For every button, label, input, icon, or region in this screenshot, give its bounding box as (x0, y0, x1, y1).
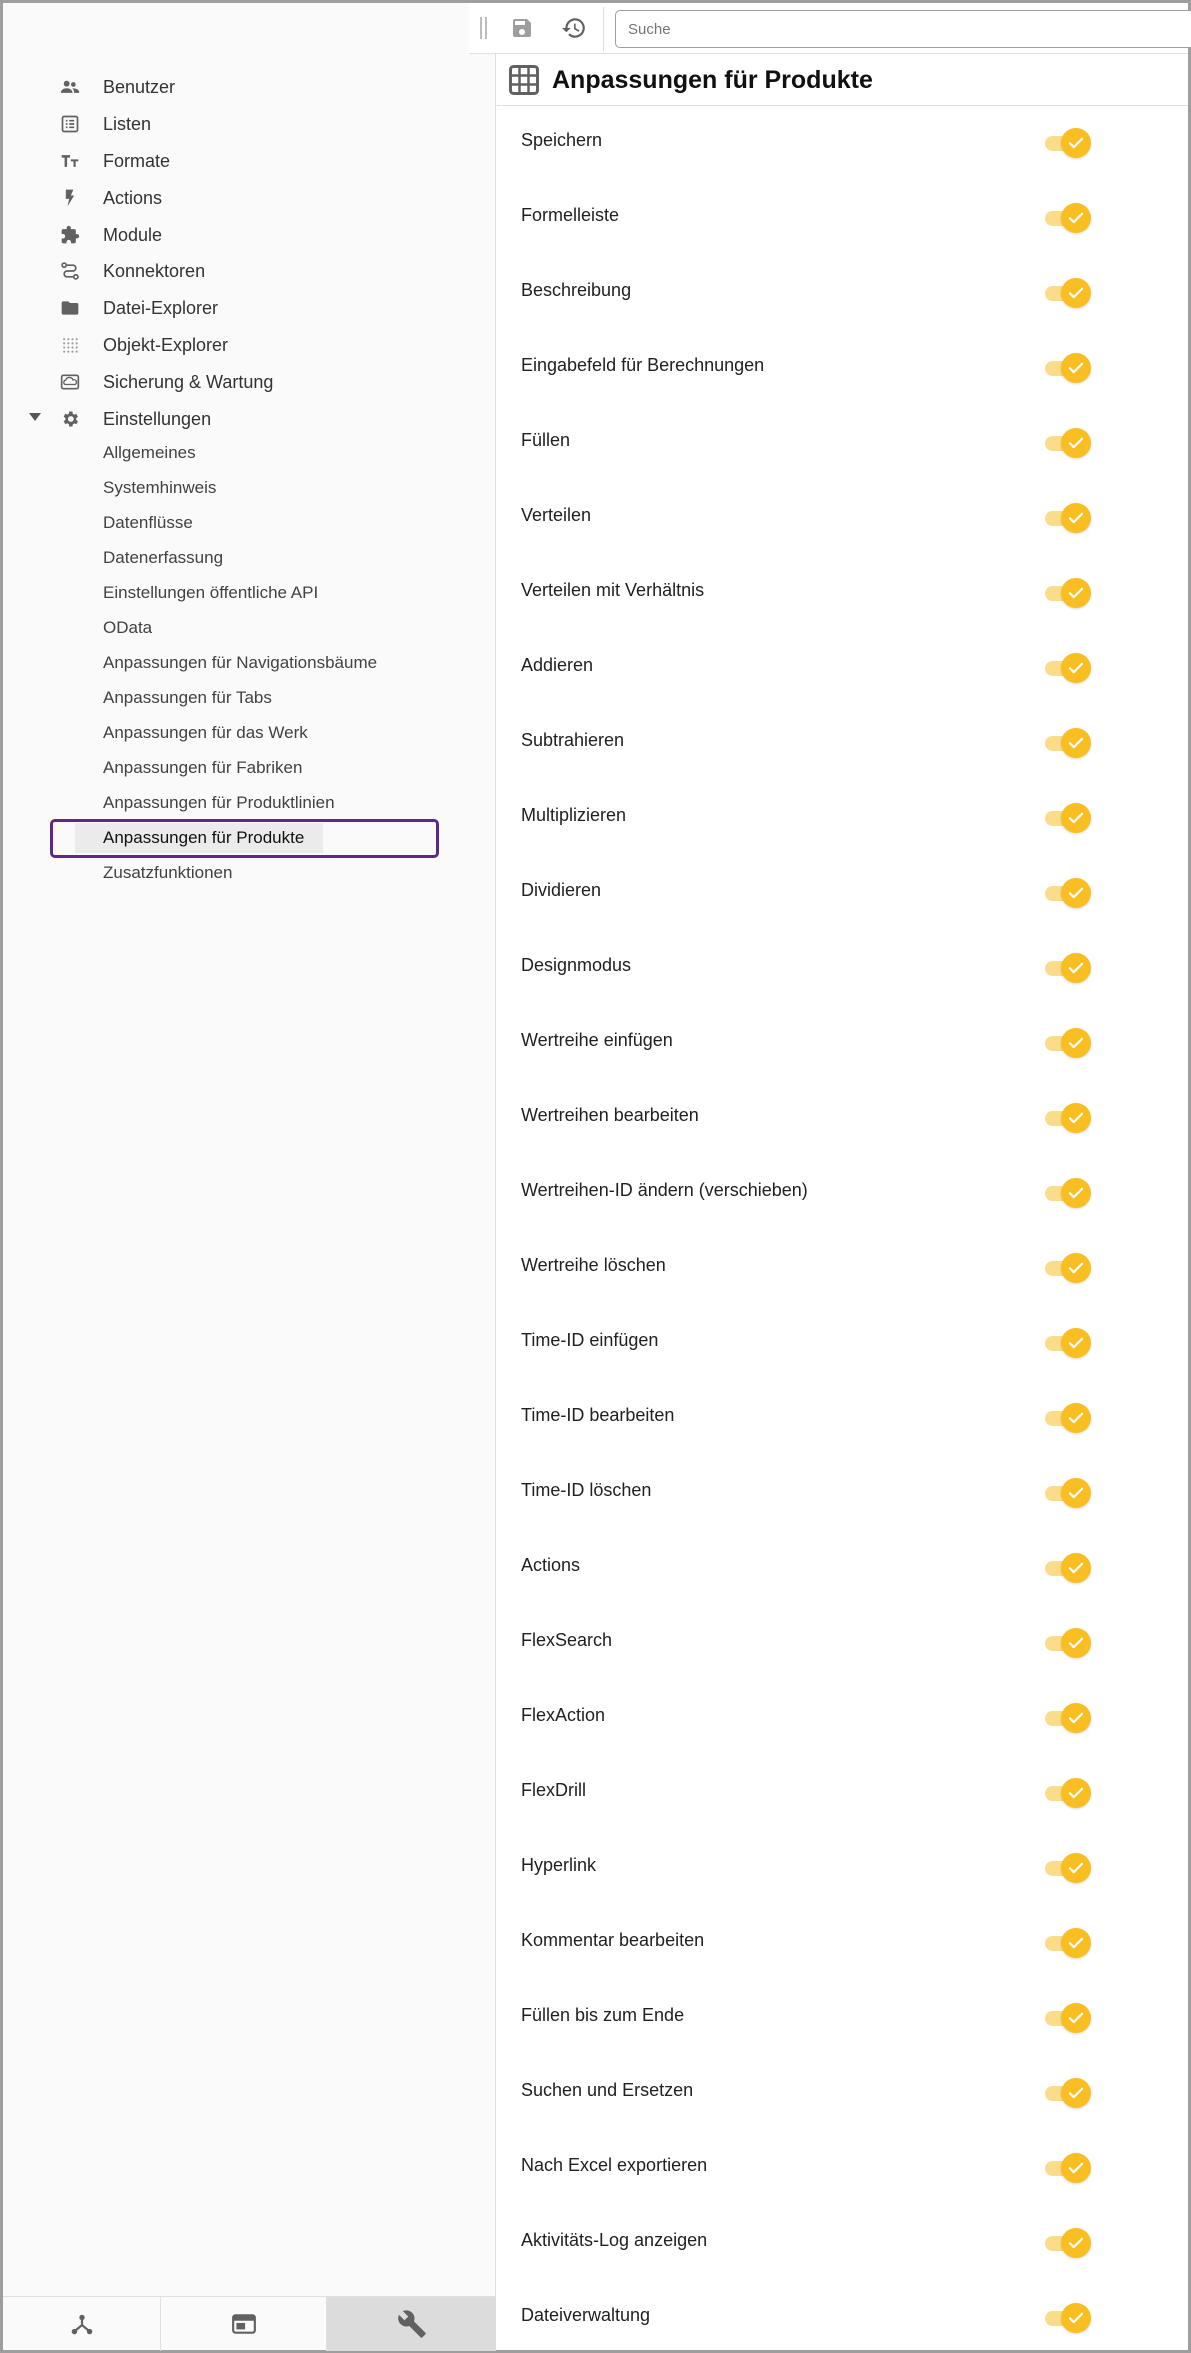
toggle-thumb (1061, 1103, 1091, 1133)
backup-icon (60, 372, 80, 392)
sidebar-item-label: Sicherung & Wartung (103, 371, 274, 392)
settings-subitem-label: Datenerfassung (103, 548, 224, 567)
toggle-thumb (1061, 503, 1091, 533)
setting-label: Time-ID einfügen (521, 1330, 659, 1350)
sidebar-item-objekt-explorer[interactable] (3, 328, 496, 362)
setting-row (497, 1081, 1188, 1156)
sidebar-item-actions[interactable] (3, 181, 496, 215)
check-icon (1067, 1409, 1085, 1427)
settings-subitem[interactable] (3, 718, 496, 748)
top-toolbar (3, 3, 1188, 54)
toggle-thumb (1061, 1553, 1091, 1583)
toggle-thumb (1061, 1178, 1091, 1208)
settings-subitem-label: Zusatzfunktionen (103, 863, 233, 882)
setting-row (497, 931, 1188, 1006)
setting-row (497, 1381, 1188, 1456)
hierarchy-icon (69, 2311, 95, 2337)
check-icon (1067, 209, 1085, 227)
setting-toggle[interactable] (1045, 428, 1091, 458)
setting-row (497, 1006, 1188, 1081)
setting-row (497, 1831, 1188, 1906)
sidebar-item-benutzer[interactable] (3, 70, 496, 104)
folder-icon (60, 298, 80, 318)
history-icon (561, 15, 587, 41)
sidebar-item-sicherung-wartung[interactable] (3, 365, 496, 399)
check-icon (1067, 284, 1085, 302)
check-icon (1067, 2309, 1085, 2327)
window-icon (230, 2311, 258, 2337)
setting-label: Time-ID löschen (521, 1480, 652, 1500)
setting-row (497, 1606, 1188, 1681)
check-icon (1067, 134, 1085, 152)
setting-toggle[interactable] (1045, 1178, 1091, 1208)
setting-label: Suchen und Ersetzen (521, 2080, 694, 2100)
text-format-icon (60, 151, 80, 171)
toggle-thumb (1061, 2078, 1091, 2108)
setting-row (497, 1681, 1188, 1756)
sidebar-item-module[interactable] (3, 218, 496, 252)
toggle-thumb (1061, 653, 1091, 683)
setting-label: Wertreihen bearbeiten (521, 1105, 699, 1125)
setting-label: Dividieren (521, 880, 602, 900)
bottom-nav-hierarchy[interactable] (3, 2297, 161, 2351)
bottom-navigation (3, 2296, 496, 2350)
setting-toggle[interactable] (1045, 203, 1091, 233)
wrench-icon (397, 2309, 427, 2339)
setting-row (497, 706, 1188, 781)
settings-subitem[interactable] (3, 438, 496, 468)
check-icon (1067, 1259, 1085, 1277)
check-icon (1067, 359, 1085, 377)
setting-toggle[interactable] (1045, 1403, 1091, 1433)
setting-toggle[interactable] (1045, 2003, 1091, 2033)
setting-label: Designmodus (521, 955, 632, 975)
save-button[interactable] (507, 13, 537, 43)
settings-subitem-label: Anpassungen für Navigationsbäume (103, 653, 378, 672)
settings-subitem-label: Anpassungen für Produktlinien (103, 793, 335, 812)
grid-icon (509, 65, 539, 95)
bolt-icon (60, 188, 80, 208)
setting-toggle[interactable] (1045, 353, 1091, 383)
setting-toggle[interactable] (1045, 2153, 1091, 2183)
settings-subitem[interactable] (3, 543, 496, 573)
setting-label: FlexAction (521, 1705, 606, 1725)
setting-label: Beschreibung (521, 280, 632, 300)
reset-button[interactable] (559, 13, 589, 43)
setting-toggle[interactable] (1045, 1103, 1091, 1133)
setting-row (497, 2206, 1188, 2281)
setting-label: Multiplizieren (521, 805, 627, 825)
check-icon (1067, 2009, 1085, 2027)
check-icon (1067, 1934, 1085, 1952)
setting-toggle[interactable] (1045, 128, 1091, 158)
toggle-thumb (1061, 1628, 1091, 1658)
toggle-thumb (1061, 1403, 1091, 1433)
settings-subitem[interactable] (3, 578, 496, 608)
sidebar-item-label: Benutzer (103, 76, 176, 97)
toggle-thumb (1061, 2003, 1091, 2033)
list-icon (60, 114, 80, 134)
toggle-thumb (1061, 428, 1091, 458)
toggle-thumb (1061, 203, 1091, 233)
check-icon (1067, 2234, 1085, 2252)
settings-subitem[interactable] (3, 473, 496, 503)
sidebar-item-listen[interactable] (3, 107, 496, 141)
setting-label: Nach Excel exportieren (521, 2155, 708, 2175)
setting-label: Kommentar bearbeiten (521, 1930, 705, 1950)
settings-subitem-label: Anpassungen für das Werk (103, 723, 308, 742)
setting-toggle[interactable] (1045, 1028, 1091, 1058)
toggle-thumb (1061, 1853, 1091, 1883)
expand-caret-icon[interactable] (29, 413, 41, 421)
setting-label: Actions (521, 1555, 581, 1575)
sidebar-item-datei-explorer[interactable] (3, 291, 496, 325)
setting-row (497, 631, 1188, 706)
sidebar-item-einstellungen[interactable] (3, 402, 496, 436)
sidebar-item-label: Module (103, 224, 163, 245)
setting-label: Wertreihe löschen (521, 1255, 666, 1275)
setting-row (497, 181, 1188, 256)
settings-subitem-label: Datenflüsse (103, 513, 193, 532)
toggle-thumb (1061, 1928, 1091, 1958)
toggle-thumb (1061, 1328, 1091, 1358)
setting-label: Aktivitäts-Log anzeigen (521, 2230, 708, 2250)
puzzle-icon (60, 225, 80, 245)
toggle-thumb (1061, 1253, 1091, 1283)
toggle-thumb (1061, 878, 1091, 908)
settings-subitem-label: Einstellungen öffentliche API (103, 583, 319, 602)
setting-row (497, 1756, 1188, 1831)
setting-toggle[interactable] (1045, 503, 1091, 533)
bottom-nav-settings[interactable] (327, 2297, 496, 2351)
check-icon (1067, 584, 1085, 602)
settings-subitem-label: Systemhinweis (103, 478, 217, 497)
setting-row (497, 1156, 1188, 1231)
check-icon (1067, 1334, 1085, 1352)
settings-subitem-label: Anpassungen für Produkte (103, 828, 305, 847)
setting-toggle[interactable] (1045, 278, 1091, 308)
sidebar-item-label: Listen (103, 113, 152, 134)
setting-row (497, 1306, 1188, 1381)
settings-subitem[interactable] (3, 508, 496, 538)
sidebar-item-konnektoren[interactable] (3, 254, 496, 288)
settings-subitem[interactable] (3, 788, 496, 818)
setting-label: Dateiverwaltung (521, 2305, 651, 2325)
setting-label: Time-ID bearbeiten (521, 1405, 675, 1425)
toggle-thumb (1061, 2303, 1091, 2333)
check-icon (1067, 1709, 1085, 1727)
check-icon (1067, 734, 1085, 752)
check-icon (1067, 809, 1085, 827)
settings-subitem-label: Allgemeines (103, 443, 196, 462)
sidebar-item-label: Konnektoren (103, 260, 206, 281)
sidebar-item-formate[interactable] (3, 144, 496, 178)
sidebar-item-label: Datei-Explorer (103, 297, 219, 318)
setting-toggle[interactable] (1045, 1253, 1091, 1283)
setting-row (497, 1231, 1188, 1306)
page-title: Anpassungen für Produkte (552, 66, 873, 94)
setting-toggle[interactable] (1045, 653, 1091, 683)
setting-label: Hyperlink (521, 1855, 597, 1875)
check-icon (1067, 2159, 1085, 2177)
resize-handle[interactable] (476, 17, 490, 39)
check-icon (1067, 509, 1085, 527)
setting-row (497, 256, 1188, 331)
setting-label: Addieren (521, 655, 594, 675)
check-icon (1067, 1634, 1085, 1652)
setting-toggle[interactable] (1045, 803, 1091, 833)
toolbar-left-area (3, 3, 469, 54)
toggle-thumb (1061, 1478, 1091, 1508)
setting-label: Speichern (521, 130, 603, 150)
settings-subitem[interactable] (3, 753, 496, 783)
setting-toggle[interactable] (1045, 1628, 1091, 1658)
toolbar-divider (603, 7, 604, 51)
toggle-thumb (1061, 353, 1091, 383)
setting-row (497, 1906, 1188, 1981)
setting-toggle[interactable] (1045, 1553, 1091, 1583)
toggle-thumb (1061, 1778, 1091, 1808)
setting-row (497, 106, 1188, 181)
search-input[interactable] (615, 10, 1191, 48)
dots-grid-icon (60, 335, 80, 355)
sidebar-item-label: Formate (103, 150, 171, 171)
bottom-nav-window[interactable] (161, 2297, 327, 2351)
setting-label: Wertreihe einfügen (521, 1030, 673, 1050)
setting-row (497, 556, 1188, 631)
setting-label: Eingabefeld für Berechnungen (521, 355, 765, 375)
toggle-thumb (1061, 2228, 1091, 2258)
setting-label: Subtrahieren (521, 730, 625, 750)
save-icon (510, 16, 534, 40)
check-icon (1067, 1559, 1085, 1577)
settings-subitem-label: Anpassungen für Fabriken (103, 758, 303, 777)
setting-toggle[interactable] (1045, 578, 1091, 608)
setting-row (497, 1531, 1188, 1606)
setting-row (497, 2131, 1188, 2206)
setting-toggle[interactable] (1045, 953, 1091, 983)
check-icon (1067, 1784, 1085, 1802)
setting-toggle[interactable] (1045, 1853, 1091, 1883)
check-icon (1067, 1484, 1085, 1502)
connector-icon (60, 261, 80, 281)
page-header (497, 54, 1188, 106)
toggle-thumb (1061, 278, 1091, 308)
setting-label: Formelleiste (521, 205, 620, 225)
check-icon (1067, 1109, 1085, 1127)
setting-label: Wertreihen-ID ändern (verschieben) (521, 1180, 808, 1200)
sidebar-item-label: Actions (103, 187, 163, 208)
sidebar-item-label: Objekt-Explorer (103, 334, 229, 355)
check-icon (1067, 1034, 1085, 1052)
setting-label: Füllen bis zum Ende (521, 2005, 685, 2025)
setting-row (497, 2281, 1188, 2353)
toggle-thumb (1061, 578, 1091, 608)
settings-subitem[interactable] (3, 858, 496, 888)
selection-highlight-box (50, 819, 439, 858)
check-icon (1067, 434, 1085, 452)
settings-subitem[interactable] (3, 648, 496, 678)
setting-toggle[interactable] (1045, 1328, 1091, 1358)
setting-label: FlexSearch (521, 1630, 613, 1650)
main-panel (497, 54, 1188, 2350)
settings-subitem-label: Anpassungen für Tabs (103, 688, 272, 707)
toggle-thumb (1061, 2153, 1091, 2183)
setting-label: Verteilen (521, 505, 592, 525)
toggle-thumb (1061, 728, 1091, 758)
setting-row (497, 406, 1188, 481)
settings-subitem[interactable] (3, 613, 496, 643)
setting-row (497, 1981, 1188, 2056)
setting-label: FlexDrill (521, 1780, 586, 1800)
gear-icon (60, 409, 80, 429)
setting-toggle[interactable] (1045, 2078, 1091, 2108)
setting-toggle[interactable] (1045, 2303, 1091, 2333)
users-icon (60, 77, 80, 97)
setting-row (497, 331, 1188, 406)
setting-row (497, 1456, 1188, 1531)
setting-toggle[interactable] (1045, 728, 1091, 758)
check-icon (1067, 2084, 1085, 2102)
toggle-thumb (1061, 803, 1091, 833)
setting-toggle[interactable] (1045, 878, 1091, 908)
setting-toggle[interactable] (1045, 1703, 1091, 1733)
setting-toggle[interactable] (1045, 1478, 1091, 1508)
setting-row (497, 2056, 1188, 2131)
check-icon (1067, 1184, 1085, 1202)
toggle-thumb (1061, 1703, 1091, 1733)
toggle-thumb (1061, 1028, 1091, 1058)
toggle-thumb (1061, 953, 1091, 983)
setting-row (497, 781, 1188, 856)
setting-toggle[interactable] (1045, 1928, 1091, 1958)
setting-label: Füllen (521, 430, 571, 450)
setting-row (497, 481, 1188, 556)
sidebar-item-label: Einstellungen (103, 408, 212, 429)
check-icon (1067, 659, 1085, 677)
sidebar (3, 54, 496, 2296)
check-icon (1067, 884, 1085, 902)
setting-toggle[interactable] (1045, 2228, 1091, 2258)
check-icon (1067, 1859, 1085, 1877)
settings-subitem[interactable] (3, 683, 496, 713)
setting-row (497, 856, 1188, 931)
settings-subitem-label: OData (103, 618, 153, 637)
setting-toggle[interactable] (1045, 1778, 1091, 1808)
toggle-thumb (1061, 128, 1091, 158)
check-icon (1067, 959, 1085, 977)
setting-label: Verteilen mit Verhältnis (521, 580, 705, 600)
